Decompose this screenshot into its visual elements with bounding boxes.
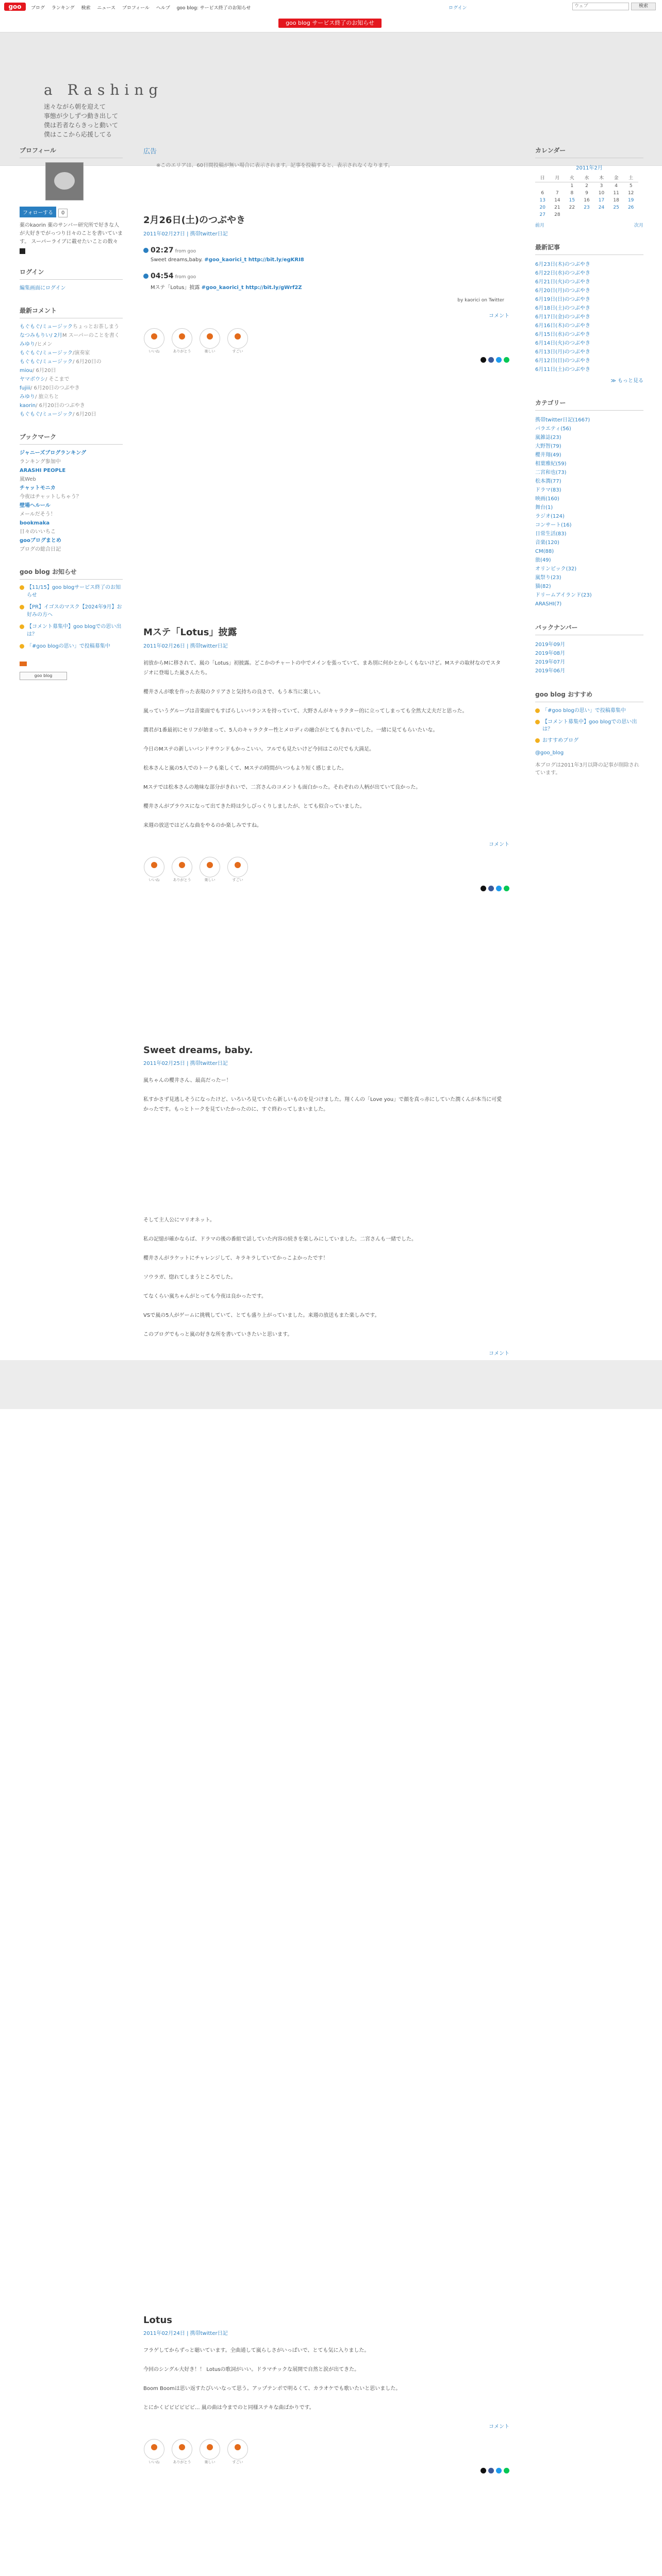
tweet-time: 04:54 <box>151 272 174 280</box>
top-links <box>31 4 256 11</box>
reaction-icon <box>144 2439 164 2460</box>
entry-date-category[interactable]: 2011年02月24日 | 携帯twitter日記 <box>143 2331 228 2336</box>
reaction-button[interactable]: ありがとう <box>171 2439 193 2465</box>
blog-entry <box>143 2315 520 2475</box>
bookmark-note: ブログの総合日記 <box>20 547 61 552</box>
recent-comments-section <box>20 306 123 419</box>
notice-row <box>0 14 662 32</box>
category-link[interactable]: ドリームアイランド(23) <box>535 592 592 598</box>
tweet-link[interactable]: #goo_kaorici_t http://bit.ly/egKRI8 <box>204 257 304 263</box>
category-link[interactable]: オリンピック(32) <box>535 566 577 572</box>
bookmark-note: ランキング参加中 <box>20 459 61 465</box>
goo-recommend-section <box>535 690 643 777</box>
category-link[interactable]: ARASHI(7) <box>535 601 562 607</box>
category-link[interactable]: 猫(82) <box>535 584 551 589</box>
entry-paragraph: VSで嵐の5人がゲームに挑戦していて、とても盛り上がっていました。来週の放送もまた楽しみです。 <box>143 1313 380 1318</box>
login-link[interactable]: 編集画面にログイン <box>20 285 66 291</box>
recent-post-link[interactable]: 6月21日(火)のつぶやき <box>535 279 590 285</box>
entry-title[interactable]: Sweet dreams, baby. <box>143 1045 253 1056</box>
reaction-icon <box>200 857 220 877</box>
comment-item[interactable]: もぐもぐ/ミュージックちょっとお茶しまう <box>20 324 119 330</box>
entry-date-category[interactable]: 2011年02月27日 | 携帯twitter日記 <box>143 231 228 237</box>
search-button[interactable]: 検索 <box>631 3 656 10</box>
comment-item[interactable]: みゆり/ヒメン <box>20 342 53 347</box>
calendar-week: 1 2 3 4 5 <box>570 183 633 189</box>
reaction-button[interactable]: ありがとう <box>171 857 193 883</box>
comment-item[interactable]: kaorin/ 6月20日のつぶやき <box>20 403 85 409</box>
categories-section <box>535 398 643 608</box>
rss-icon[interactable] <box>20 662 27 666</box>
reaction-icon <box>227 328 248 349</box>
tagline-line: 僕はここから応援してる <box>44 131 112 138</box>
entry-body <box>143 658 504 831</box>
category-link[interactable]: 日常生活(83) <box>535 531 567 537</box>
login-heading: ログイン <box>20 267 123 280</box>
reaction-icon <box>144 328 164 349</box>
tweet-link[interactable]: #goo_kaorici_t http://bit.ly/gWrf2Z <box>201 285 302 291</box>
category-link[interactable]: 嵐雑誌(23) <box>535 435 561 440</box>
tagline-line: 迷々ながら朝を迎えて <box>44 103 106 110</box>
comment-link[interactable]: コメント <box>489 313 509 319</box>
entry-paragraph: 櫻井さんがラケットにチャレンジして、キラキラしていてかっこよかったです！ <box>143 1256 328 1261</box>
category-link[interactable]: 櫻井翔(49) <box>535 452 561 458</box>
calendar-heading: カレンダー <box>535 146 643 158</box>
calendar-week: 20 21 22 23 24 25 26 <box>539 205 634 210</box>
entry-paragraph: 潤君が1番最初にセリフが始まって、5人のキャラクター性とメロディの融合がとてもきれいでした。一緒に見てもらいたいな。 <box>143 727 438 733</box>
comment-item[interactable]: ヤマボウシ/ そこまで <box>20 377 70 382</box>
bookmark-note: メールだそう！ <box>20 512 56 517</box>
category-link[interactable]: 大野智(79) <box>535 444 561 449</box>
recent-post-link[interactable]: 6月13日(月)のつぶやき <box>535 349 590 355</box>
ad-block <box>143 146 520 170</box>
goo-notices-heading: goo blog お知らせ <box>20 567 123 580</box>
tweet-text: Sweet dreams,baby. #goo_kaorici_t http://bit.ly/egKRI8 <box>151 257 304 263</box>
entry-date-category[interactable]: 2011年02月25日 | 携帯twitter日記 <box>143 1061 228 1066</box>
category-link[interactable]: 舞台(1) <box>535 505 553 511</box>
category-link[interactable]: 嵐祭り(23) <box>535 575 561 581</box>
ad-notice-text: ※このエリアは、60日間投稿が無い場合に表示されます。記事を投稿すると、表示されなくなります。 <box>156 163 393 168</box>
reaction-button[interactable]: いいね <box>143 857 165 883</box>
calendar-month: 2011年2月 <box>576 165 603 171</box>
line-share-icon[interactable] <box>504 886 509 891</box>
entry-body <box>143 2346 504 2413</box>
entry-paragraph: フラゲしてからずっと聴いています。全曲通して嵐らしさがいっぱいで、とても気に入りました。 <box>143 2348 370 2353</box>
reaction-button[interactable]: すごい <box>227 2439 249 2465</box>
top-link-ranking[interactable]: ランキング <box>51 6 75 11</box>
backnumber-link[interactable]: 2019年09月 <box>535 642 566 648</box>
follow-button[interactable]: フォローする <box>20 207 56 217</box>
recent-comments-heading: 最新コメント <box>20 306 123 318</box>
recent-post-link[interactable]: 6月19日(日)のつぶやき <box>535 297 590 302</box>
profile-heading: プロフィール <box>20 146 123 158</box>
reaction-icon <box>172 857 192 877</box>
qr-icon[interactable] <box>20 248 25 254</box>
top-link-service-end[interactable]: goo blog: サービス終了のお知らせ <box>176 6 251 11</box>
comment-item[interactable]: もぐもぐ/ミュージック/ 6月20日 <box>20 412 96 417</box>
recent-post-link[interactable]: 6月11日(土)のつぶやき <box>535 367 590 372</box>
profile-text: 薬のkaorin 薬のサンバー研究所で好きな人が大好きでがっつり日々のことを書いています。 スーパーライブに載せたいことの数々 <box>20 223 123 245</box>
goo-blog-badge[interactable]: goo blog <box>20 672 67 680</box>
site-title[interactable]: a Rashing <box>44 81 163 98</box>
top-link-search[interactable]: 検索 <box>81 6 91 11</box>
backnumber-link[interactable]: 2019年06月 <box>535 668 566 674</box>
bookmark-link[interactable]: チャットモニカ <box>20 485 56 491</box>
share-buttons <box>143 2468 509 2475</box>
tweet-source: from goo <box>175 275 196 280</box>
entry-paragraph: ソウラガ、惚れてしまうところでした。 <box>143 1275 236 1280</box>
category-link[interactable]: バラエティ(56) <box>535 426 571 432</box>
main-column <box>143 146 520 2464</box>
entry-title[interactable]: Lotus <box>143 2315 172 2326</box>
twitter-byline[interactable]: by kaorici on Twitter <box>457 298 504 303</box>
login-section <box>20 267 123 293</box>
profile-section <box>20 146 123 254</box>
category-link[interactable]: 旅(49) <box>535 557 551 563</box>
comment-item[interactable]: miou/ 6月20日 <box>20 368 56 374</box>
calendar-week: 27 28 <box>539 212 560 217</box>
ad-label[interactable]: 広告 <box>143 148 157 156</box>
backnumber-link[interactable]: 2019年07月 <box>535 659 566 665</box>
category-link[interactable]: 携帯twitter日記(1667) <box>535 417 590 423</box>
hatena-share-icon[interactable] <box>496 357 502 363</box>
comment-link[interactable]: コメント <box>489 2424 509 2430</box>
calendar-section <box>535 146 643 228</box>
twitter-follow-link[interactable]: @goo_blog <box>535 750 564 756</box>
backnumber-link[interactable]: 2019年08月 <box>535 651 566 656</box>
goo-notices-section <box>20 567 123 680</box>
facebook-share-icon[interactable] <box>488 886 494 891</box>
x-share-icon[interactable] <box>481 2468 486 2473</box>
category-link[interactable]: 相葉雅紀(59) <box>535 461 567 467</box>
category-link[interactable]: CM(88) <box>535 549 554 554</box>
recent-post-link[interactable]: 6月16日(木)のつぶやき <box>535 323 590 329</box>
bookmark-note: 今夜はチャットしちゃう？ <box>20 494 81 500</box>
recent-post-link[interactable]: 6月22日(水)のつぶやき <box>535 270 590 276</box>
reaction-icon <box>227 2439 248 2460</box>
backnumber-section <box>535 623 643 675</box>
reaction-button[interactable]: ありがとう <box>171 328 193 354</box>
entry-paragraph: 嵐っていうグループは音楽面でもすばらしいバランスを持っていて、大野さんがキャラクター的に立ってしまっても全然大丈夫だと思った。 <box>143 708 468 714</box>
entry-paragraph: 嵐ちゃんの櫻井さん、最高だったー！ <box>143 1078 231 1083</box>
tweet-item <box>143 272 520 291</box>
x-share-icon[interactable] <box>481 357 486 363</box>
entry-paragraph: 今日のMステの新しいバンドサウンドもかっこいい。フルでも見たいけど今回はこの尺でも大満足。 <box>143 747 375 752</box>
entry-body-continued <box>143 1215 504 1340</box>
category-link[interactable]: コンサート(16) <box>535 522 572 528</box>
facebook-share-icon[interactable] <box>488 2468 494 2473</box>
bookmarks-heading: ブックマーク <box>20 432 123 445</box>
entry-paragraph: 初放からMに移されて、嵐の「Lotus」初披露。どこかのチャートの中でメインを張っていて、まあ別に何かとかしくもないけど。Mステの取材なのでスタジオに登場した嵐さんたち。 <box>143 660 501 676</box>
tagline-line: 事態が少しずつ動き出して <box>44 112 119 120</box>
more-posts-link[interactable]: ≫ もっと見る <box>610 378 643 384</box>
calendar-week: 13 14 15 16 17 18 19 <box>539 198 634 203</box>
tweet-item <box>143 246 520 263</box>
recent-posts-section <box>535 243 643 384</box>
recommend-link[interactable]: 【コメント募集中】goo blogでの思い出は？ <box>535 719 643 733</box>
reaction-icon <box>144 857 164 877</box>
entry-paragraph: とにかくビビビビビビ... 嵐の曲は今までのと同様ステキな曲ばかりです。 <box>143 2405 315 2411</box>
entry-paragraph: Mステでは松本さんの地味な部分がきれいで、二宮さんのコメントも面白かった。それぞれの人柄が出ていて良かった。 <box>143 785 421 790</box>
hatena-share-icon[interactable] <box>496 2468 502 2473</box>
recent-post-link[interactable]: 6月18日(土)のつぶやき <box>535 306 590 311</box>
recommend-link[interactable]: 「#goo blogの思い」で投稿募集中 <box>535 707 643 715</box>
categories-heading: カテゴリー <box>535 398 643 411</box>
goo-notice-item[interactable]: 「#goo blogの思い」で投稿募集中 <box>20 642 123 650</box>
reaction-button[interactable]: すごい <box>227 328 249 354</box>
calendar-week: 6 7 8 9 10 11 12 <box>541 191 634 196</box>
tagline <box>44 102 118 139</box>
entry-paragraph: 私すかさず見逃しそうになったけど、いろいろ見ていたら新しいものを見つけました。翔くんの「Love you」で顔を真っ赤にしていた潤くんが本当に可愛かったです。もっとトークを見ていたかったのに、すぐ終わってしまいました。 <box>143 1097 502 1112</box>
bookmark-link[interactable]: 壁場ヘルール <box>20 503 51 509</box>
tweet-source: from goo <box>175 249 196 254</box>
follower-count: 0 <box>58 209 68 217</box>
entry-paragraph: 今回のシングル大好き！！ Lotusの歌詞がいい。ドラマチックな展開で自然と涙が出てきた。 <box>143 2367 360 2372</box>
clock-icon <box>143 274 148 279</box>
bookmarks-section <box>20 432 123 554</box>
goo-notice-item[interactable]: 【PR】イゴスのマスク【2024年9月】お好みの方へ <box>20 603 123 619</box>
top-bar <box>0 0 662 15</box>
line-share-icon[interactable] <box>504 2468 509 2473</box>
category-link[interactable]: 二宮和也(73) <box>535 470 567 476</box>
tweet-time: 02:27 <box>151 246 174 255</box>
reaction-buttons <box>143 328 520 352</box>
entry-paragraph: てなくらい嵐ちゃんがとっても今夜は良かったです。 <box>143 1294 267 1299</box>
reaction-icon <box>172 328 192 349</box>
reaction-buttons <box>143 2439 520 2463</box>
entry-paragraph: 松本さんと嵐の5人でのトークも楽しくて、Mステの時間がいつもより短く感じました。 <box>143 766 347 771</box>
comment-link[interactable]: コメント <box>489 1351 509 1357</box>
tweet-text: Mステ「Lotus」披露 #goo_kaorici_t http://bit.ly/gWrf2Z <box>151 285 302 291</box>
recent-post-link[interactable]: 6月23日(木)のつぶやき <box>535 262 590 267</box>
recent-post-link[interactable]: 6月15日(水)のつぶやき <box>535 332 590 337</box>
recent-posts-heading: 最新記事 <box>535 243 643 255</box>
recommend-link[interactable]: おすすめブログ <box>535 737 643 744</box>
clock-icon <box>143 248 148 253</box>
calendar-nav <box>535 222 643 228</box>
tagline-line: 僕は若者ならきっと動いて <box>44 122 119 129</box>
comment-item[interactable]: なつみもりい/ 2月M スーパーのことを書く <box>20 333 120 338</box>
top-link-blog[interactable]: ブログ <box>31 6 45 11</box>
bookmark-link[interactable]: gooブログまとめ <box>20 538 61 544</box>
reaction-button[interactable]: 楽しい <box>199 857 221 883</box>
calendar-table: 日 月 火 水 木 金 土 1 2 3 4 5 6 7 8 9 10 11 12 13 14 15 16 17 18 19 20 21 22 23 24 25 26 27 28 <box>535 173 638 218</box>
ranking-notice: 本ブログは2011年3月以降の記事が削除されています。 <box>535 762 639 776</box>
backnumber-heading: バックナンバー <box>535 623 643 635</box>
entry-body <box>143 1076 504 1114</box>
category-link[interactable]: 松本潤(77) <box>535 479 561 484</box>
entry-paragraph: Boom Boomは思い返すたびいいなって思う。アップテンポで明るくて、カラオケでも歌いたいと思いました。 <box>143 2386 401 2392</box>
entry-paragraph: 櫻井さんがブラウスになって出てきた時は少しびっくりしましたが、とても似合っていました。 <box>143 804 365 809</box>
category-link[interactable]: ラジオ(124) <box>535 514 565 519</box>
bookmark-link[interactable]: bookmaka <box>20 520 50 526</box>
goo-recommend-heading: goo blog おすすめ <box>535 690 643 702</box>
section-divider-band <box>0 1360 662 1409</box>
entry-title[interactable]: Mステ「Lotus」披露 <box>143 627 237 638</box>
comment-item[interactable]: もぐもぐ/ミュージック/ 6月20日の <box>20 359 102 365</box>
category-link[interactable]: 音楽(120) <box>535 540 559 546</box>
top-link-help[interactable]: ヘルプ <box>156 6 170 11</box>
right-sidebar <box>535 146 643 791</box>
recent-post-link[interactable]: 6月12日(日)のつぶやき <box>535 358 590 364</box>
goo-notice-item[interactable]: 【11/15】goo blogサービス終了のお知らせ <box>20 584 123 599</box>
line-share-icon[interactable] <box>504 357 509 363</box>
blog-entry <box>143 1045 520 1402</box>
entry-paragraph: 来週の放送ではどんな曲をやるのか楽しみですね。 <box>143 823 262 828</box>
entry-paragraph: 櫻井さんが歌を作った表現のクリアさと気持ちの良さで、もう本当に楽しい。 <box>143 689 324 695</box>
search-input[interactable]: ウェブ <box>572 3 629 10</box>
reaction-icon <box>200 328 220 349</box>
entry-paragraph: そして主人公にマリオネット。 <box>143 1217 215 1223</box>
reaction-icon <box>200 2439 220 2460</box>
hatena-share-icon[interactable] <box>496 886 502 891</box>
recent-post-link[interactable]: 6月14日(火)のつぶやき <box>535 341 590 346</box>
bookmark-note: 日々のいいちこ <box>20 529 56 535</box>
share-buttons <box>143 357 509 364</box>
blog-entry <box>143 213 520 364</box>
comment-item[interactable]: fujiii/ 6月20日のつぶやき <box>20 385 80 391</box>
bookmark-link[interactable]: ARASHI PEOPLE <box>20 468 66 473</box>
reaction-button[interactable]: すごい <box>227 857 249 883</box>
comment-link[interactable]: コメント <box>489 842 509 848</box>
blog-entry <box>143 625 520 893</box>
left-sidebar <box>20 146 123 693</box>
reaction-buttons <box>143 857 520 880</box>
entry-date-category[interactable]: 2011年02月26日 | 携帯twitter日記 <box>143 643 228 649</box>
category-link[interactable]: 映画(160) <box>535 496 559 502</box>
goo-notice-item[interactable]: 【コメント募集中】goo blogでの思い出は？ <box>20 623 123 638</box>
reaction-icon <box>172 2439 192 2460</box>
entry-paragraph: 私の記憶が確かならば、ドラマの後の番組で話していた内容の続きを楽しみにしていました。二宮さんも一緒でした。 <box>143 1236 417 1242</box>
comment-item[interactable]: みゆり/ 旅立ちと <box>20 394 59 400</box>
share-buttons <box>143 886 509 893</box>
calendar-next-link[interactable]: 次月 <box>634 223 643 228</box>
reaction-button[interactable]: いいね <box>143 2439 165 2465</box>
reaction-button[interactable]: 楽しい <box>199 328 221 354</box>
top-link-profile[interactable]: プロフィール <box>122 6 150 11</box>
bookmark-link[interactable]: ジャニーズブログランキング <box>20 450 86 456</box>
entry-title[interactable]: 2月26日(土)のつぶやき <box>143 215 246 226</box>
goo-logo[interactable]: goo <box>4 3 26 11</box>
login-link[interactable]: ログイン <box>449 6 467 11</box>
recent-post-link[interactable]: 6月20日(月)のつぶやき <box>535 288 590 294</box>
bookmark-note: 嵐Web <box>20 477 36 482</box>
avatar[interactable] <box>45 162 84 200</box>
recent-post-link[interactable]: 6月17日(金)のつぶやき <box>535 314 590 320</box>
top-link-news[interactable]: ニュース <box>97 6 115 11</box>
facebook-share-icon[interactable] <box>488 357 494 363</box>
category-link[interactable]: ドラマ(83) <box>535 487 561 493</box>
service-end-notice[interactable]: goo blog サービス終了のお知らせ <box>278 19 382 28</box>
calendar-prev-link[interactable]: 前月 <box>535 223 545 228</box>
reaction-icon <box>227 857 248 877</box>
comment-item[interactable]: もぐもぐ/ミュージック/演奏家 <box>20 350 90 356</box>
reaction-button[interactable]: いいね <box>143 328 165 354</box>
entry-paragraph: このブログでもっと嵐の好きな所を書いていきたいと思います。 <box>143 1332 293 1337</box>
x-share-icon[interactable] <box>481 886 486 891</box>
reaction-button[interactable]: 楽しい <box>199 2439 221 2465</box>
